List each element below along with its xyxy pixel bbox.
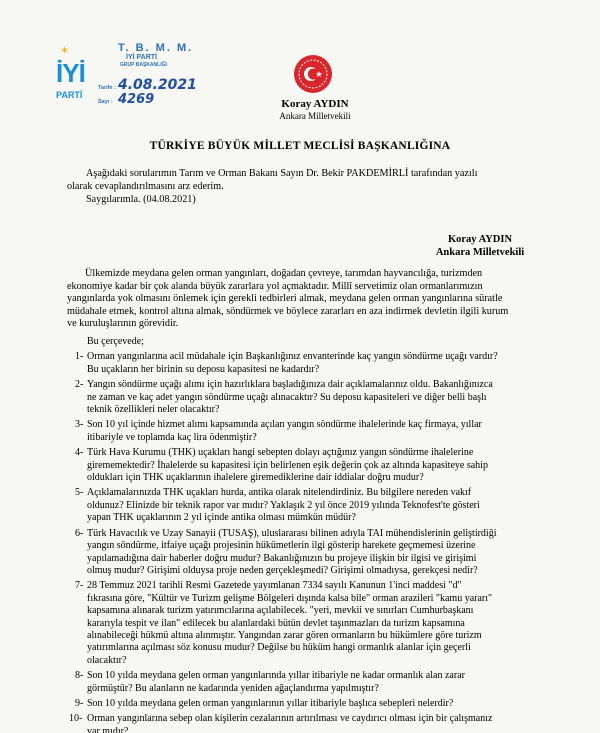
question-item <box>67 379 582 416</box>
intro-line: yangınlarda yok olmasını önlemek için gerekli tedbirleri almak, meydana gelen orman yangınlarına süratle <box>67 293 503 305</box>
question-item <box>67 447 582 484</box>
sun-star-icon: ✶ <box>60 45 70 57</box>
question-line: ne zaman ve kaç adet yangın söndürme uçağı alınacaktır? Su deposu kapasiteleri ve diğer belli başlı <box>87 391 487 403</box>
intro-line: Ülkemizde meydana gelen orman yangınları, doğadan çevreye, tarımdan hayvancılığa, turizmden <box>85 268 483 279</box>
question-number: 6- <box>75 527 84 539</box>
logo-text: İYİ <box>56 58 85 88</box>
question-number: 7- <box>75 580 84 592</box>
question-line: itibariyle ve toplamda kaç lira ödenmiştir? <box>87 431 257 443</box>
document-title: TÜRKİYE BÜYÜK MİLLET MECLİSİ BAŞKANLIĞINA <box>149 140 451 152</box>
question-number: 9- <box>75 697 84 709</box>
mp-name: Koray AYDIN <box>281 98 349 110</box>
bu-cercevede: Bu çerçevede; <box>87 336 144 347</box>
question-number: 4- <box>75 447 84 459</box>
question-item <box>67 419 582 444</box>
question-line: yapılamadığına dair haberler doğru mudur? Bakanlığınızın bu projeye ilişkin bir ilgisi ve girişimi <box>87 552 477 564</box>
question-line: Yangın söndürme uçağı alımı için hazırlıklara başladığınıza dair açıklamalarınız oldu. Bakanlığınızca <box>87 379 493 391</box>
request-paragraph <box>67 167 572 206</box>
mp-header <box>272 98 358 122</box>
question-line: Son 10 yılda meydana gelen orman yangınlarının yıllar itibariyle başlıca sebepleri nelerdir? <box>87 697 454 709</box>
mp-role: Ankara Milletvekili <box>279 111 351 121</box>
iyi-parti-logo <box>56 44 96 108</box>
question-line: oldukları için THK uçaklarının ihalelere giremediklerine dair iddialar doğru mudur? <box>87 472 424 484</box>
question-line: Türk Havacılık ve Uzay Sanayii (TUSAŞ), uluslararası bilinen adıyla TAI mühendislerinin geliştirdiği <box>87 527 497 539</box>
stamp-number-value: 4269 <box>118 92 155 107</box>
stamp-line1: T. B. M. M. <box>118 42 194 54</box>
question-line: Açıklamalarınızda THK uçakları hurda, antika olarak nitelendirdiniz. Bu bilgilere nereden vakıf <box>87 487 472 499</box>
question-item <box>67 580 582 667</box>
question-line: yatırımlarına açılması söz konusu mudur? Değilse bu hüküm hangi ormanlık alanlar için geçerli <box>87 642 471 654</box>
question-line: olacaktır? <box>87 654 127 666</box>
question-number: 10- <box>69 713 83 725</box>
signature-name: Koray AYDIN <box>447 234 513 245</box>
question-item <box>67 351 582 376</box>
question-line: Bu uçakların her birinin su deposu kapasitesi ne kadardır? <box>87 363 320 375</box>
question-line: Orman yangınlarına acil müdahale için Başkanlığınız envanterinde kaç yangın söndürme uçağı vardır? <box>87 351 498 363</box>
question-line: yapan THK uçaklarının 2 yıl içinde antika olması mümkün müdür? <box>87 512 356 524</box>
request-line: Saygılarımla. (04.08.2021) <box>86 194 196 205</box>
stamp-line3: GRUP BAŞKANLIĞI <box>120 62 167 68</box>
question-line: teknik özellikleri neler olacaktır? <box>87 404 220 416</box>
question-line: kararıyla tespit ve ilan" edilecek bu alanlardaki bütün devlet taşınmazları da turizm kapsamına <box>87 617 465 629</box>
signature-role: Ankara Milletvekili <box>435 247 525 258</box>
signature-block <box>400 233 560 259</box>
question-line: var mıdır? <box>87 725 129 733</box>
intro-line: müdahale etmek, kontrol altına almak, söndürmek ve böylece zararları en aza indirmek devletin ilgili kurum <box>67 305 509 317</box>
stamp-number-label: Sayı : <box>98 99 113 105</box>
question-number: 1- <box>75 351 84 363</box>
question-line: yangın söndürme, itfaiye uçağı projesinin hükümetlerin ilgi gösterip harekete geçmemesi üzerine <box>87 540 476 552</box>
question-line: girememektedir? İhalelerde su kapasitesi için belirlenen eşik değerin çok az altında kapasiteye sahip <box>87 459 488 471</box>
question-line: alınabileceği hükmü altına alınmıştır. Yangından zarar gören ormanların bu hükümlere göre turizm <box>87 629 482 641</box>
intro-line: ekonomiye kadar bir çok alanda büyük zararlara yol açmaktadır. Millî servetimiz olan ormanlarımızın <box>67 280 483 292</box>
question-line: Son 10 yılda meydana gelen orman yangınlarında yıllar itibariyle ne kadar ormanlık alan zarar <box>87 670 465 682</box>
question-line: görmüştür? Bu alanların ne kadarında yeniden ağaçlandırma yapılmıştır? <box>87 682 379 694</box>
question-line: oldunuz? Elinizde bir teknik rapor var mıdır? Yaklaşık 2 yıl önce 2019 yılında Teknofest'te gösteri <box>87 499 480 511</box>
intro-paragraph <box>67 268 577 331</box>
question-line: kapsamına alınarak turizm yatırımcılarına açılabilecek. "yeri, mevkii ve sınırları Cumhurbaşkanı <box>87 605 474 617</box>
question-number: 2- <box>75 379 84 391</box>
question-number: 3- <box>75 419 84 431</box>
request-line: olarak cevaplandırılmasını arz ederim. <box>67 181 224 192</box>
question-item <box>67 698 582 710</box>
question-item <box>67 670 582 695</box>
question-line: Orman yangınlarına sebep olan kişilerin cezalarının artırılması ve caydırıcı olması için bir çalışmanız <box>87 713 493 725</box>
logo-subtext: PARTİ <box>56 90 83 100</box>
stamp-date-value: 4.08.2021 <box>118 77 197 93</box>
question-number: 5- <box>75 487 84 499</box>
question-item <box>67 528 582 578</box>
question-list <box>67 336 582 733</box>
question-line: olmuş mudur? Girişimi olduysa proje neden gerçekleşmedi? Girişimi olmadıysa, gerekçesi nedir? <box>87 564 478 576</box>
question-line: Son 10 yıl içinde hizmet alımı kapsamında açılan yangın söndürme ihalelerinde kaç firmaya, yıllar <box>87 419 482 431</box>
question-line: 28 Temmuz 2021 tarihli Resmi Gazetede yayımlanan 7334 sayılı Kanunun 1'inci maddesi "d" <box>87 580 462 592</box>
tbmm-emblem-icon <box>293 54 333 94</box>
question-number: 8- <box>75 670 84 682</box>
question-item <box>67 487 582 524</box>
intro-line: ve kuruluşlarının görevidir. <box>67 318 179 330</box>
question-item <box>67 713 582 733</box>
stamp-date-label: Tarihi : <box>98 85 116 91</box>
question-line: Türk Hava Kurumu (THK) uçakları hangi sebepten dolayı açtığınız yangın söndürme ihalelerine <box>87 447 474 459</box>
stamp-line2: İYİ PARTİ <box>126 54 157 61</box>
request-line: Aşağıdaki sorularımın Tarım ve Orman Bakanı Sayın Dr. Bekir PAKDEMİRLİ tarafından yazılı <box>86 168 478 179</box>
question-line: fıkrasına göre, "Kültür ve Turizm gelişme Bölgeleri dışında kalsa bile" orman arazileri "kamu yararı" <box>87 592 493 604</box>
